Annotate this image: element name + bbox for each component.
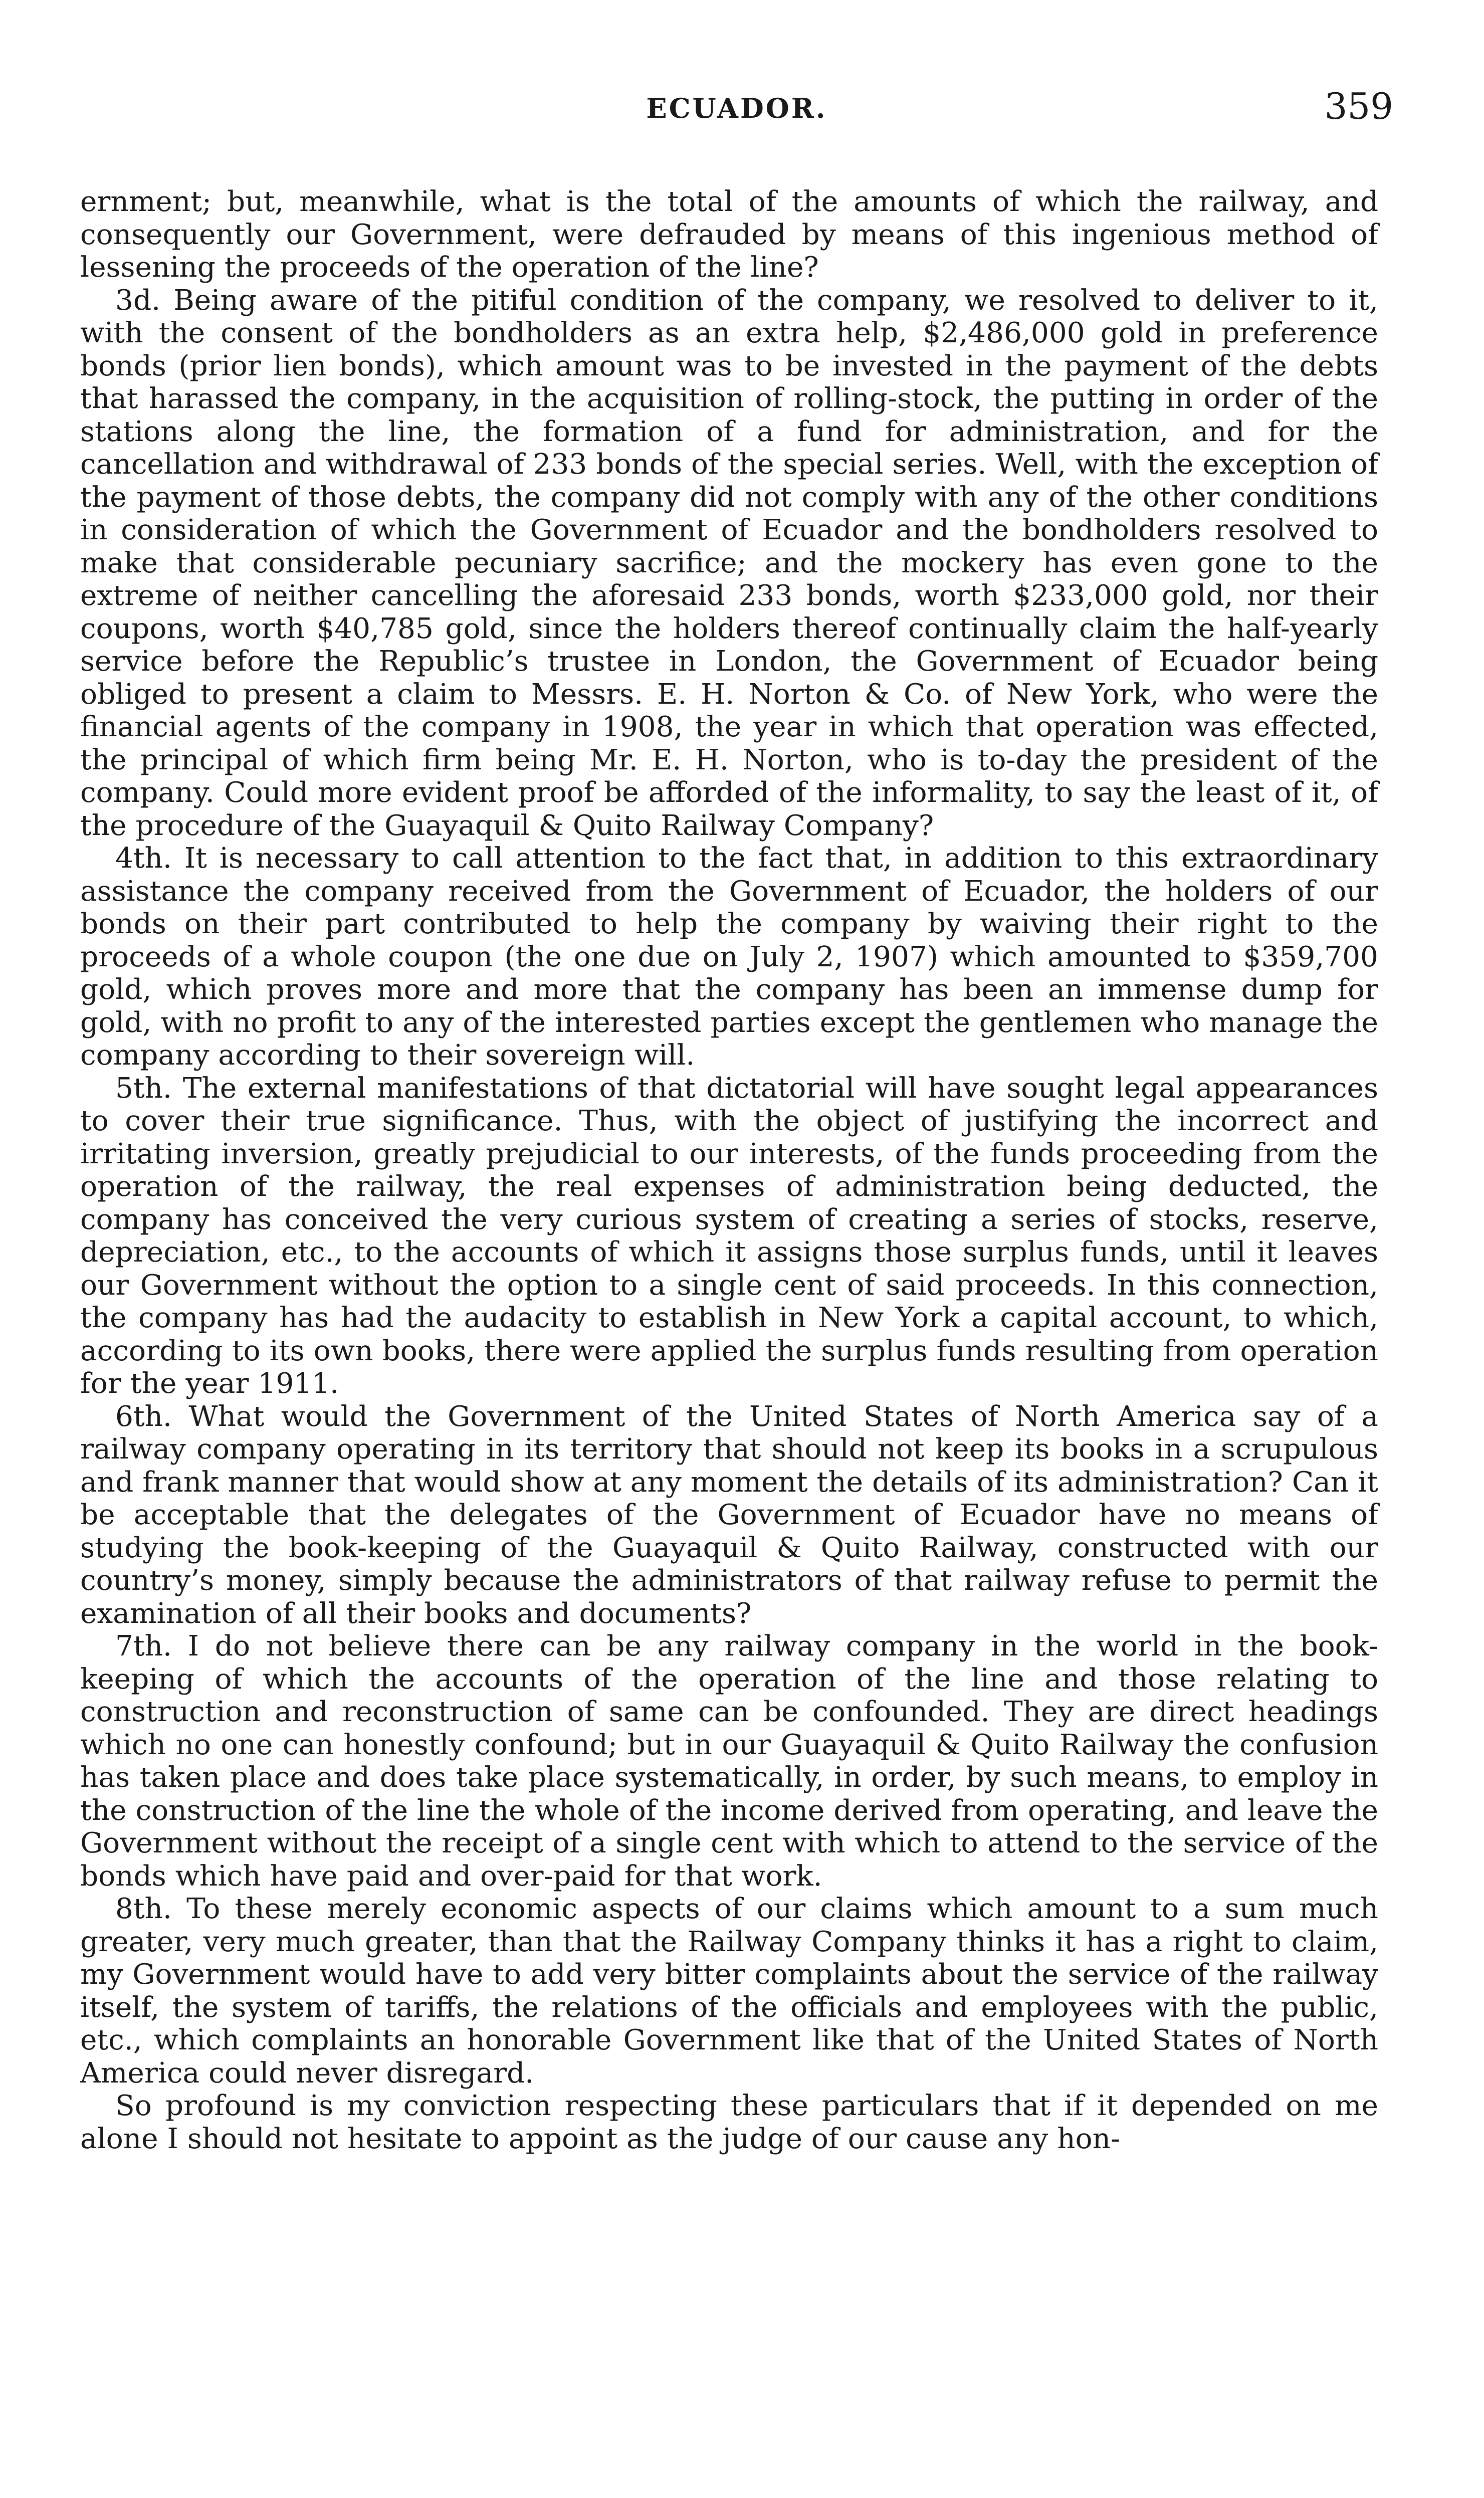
paragraph-6th: 6th. What would the Government of the United States of North America say of a railway company operating in its territory that should not keep its books in a scrupulous and frank manner that would show at any moment the details of its administration? Can it be acceptable that the delegates of the Government of Ecuador have no means of studying the book-keeping of the Guayaquil & Quito Railway, constructed with our country’s money, simply because the administrators of that railway refuse to permit the examination of all their books and documents? xyxy=(80,1400,1378,1630)
running-head xyxy=(80,85,1393,135)
page-number: 359 xyxy=(1324,85,1393,127)
paragraph-7th: 7th. I do not believe there can be any railway company in the world in the book-keeping of which the accounts of the operation of the line and those relating to construction and reconstruction of same can be confounded. They are direct headings which no one can honestly confound; but in our Guayaquil & Quito Railway the confusion has taken place and does take place systematically, in order, by such means, to employ in the construction of the line the whole of the income derived from operating, and leave the Government without the receipt of a single cent with which to attend to the service of the bonds which have paid and over-paid for that work. xyxy=(80,1630,1378,1893)
body-text xyxy=(80,185,1378,2155)
paragraph-5th: 5th. The external manifestations of that dictatorial will have sought legal appearances to cover their true significance. Thus, with the object of justifying the incorrect and irritating inversion, greatly prejudicial to our interests, of the funds proceeding from the operation of the railway, the real expenses of administration being deducted, the company has conceived the very curious system of creating a series of stocks, reserve, depreciation, etc., to the accounts of which it assigns those surplus funds, until it leaves our Government without the option to a single cent of said proceeds. In this connection, the company has had the audacity to establish in New York a capital account, to which, according to its own books, there were applied the surplus funds resulting from operation for the year 1911. xyxy=(80,1072,1378,1400)
paragraph-8th: 8th. To these merely economic aspects of our claims which amount to a sum much greater, very much greater, than that the Railway Company thinks it has a right to claim, my Government would have to add very bitter complaints about the service of the railway itself, the system of tariffs, the relations of the officials and employees with the public, etc., which complaints an honorable Government like that of the United States of North America could never disregard. xyxy=(80,1893,1378,2090)
paragraph-3d: 3d. Being aware of the pitiful condition of the company, we resolved to deliver to it, with the consent of the bondholders as an extra help, $2,486,000 gold in preference bonds (prior lien bonds), which amount was to be invested in the payment of the debts that harassed the company, in the acquisition of rolling-stock, the putting in order of the stations along the line, the formation of a fund for administration, and for the cancellation and withdrawal of 233 bonds of the special series. Well, with the exception of the payment of those debts, the company did not comply with any of the other conditions in consideration of which the Government of Ecuador and the bondholders resolved to make that considerable pecuniary sacrifice; and the mockery has even gone to the extreme of neither cancelling the aforesaid 233 bonds, worth $233,000 gold, nor their coupons, worth $40,785 gold, since the holders thereof continually claim the half-yearly service before the Republic’s trustee in London, the Government of Ecuador being obliged to present a claim to Messrs. E. H. Norton & Co. of New York, who were the financial agents of the company in 1908, the year in which that operation was effected, the principal of which firm being Mr. E. H. Norton, who is to-day the president of the company. Could more evident proof be afforded of the informality, to say the least of it, of the procedure of the Guayaquil & Quito Railway Company? xyxy=(80,284,1378,842)
paragraph-4th: 4th. It is necessary to call attention to the fact that, in addition to this extraordinary assistance the company received from the Government of Ecuador, the holders of our bonds on their part contributed to help the company by waiving their right to the proceeds of a whole coupon (the one due on July 2, 1907) which amounted to $359,700 gold, which proves more and more that the company has been an immense dump for gold, with no profit to any of the interested parties except the gentlemen who manage the company according to their sovereign will. xyxy=(80,842,1378,1072)
running-title: ECUADOR. xyxy=(646,92,827,124)
paragraph-conclusion: So profound is my conviction respecting these particulars that if it depended on me alone I should not hesitate to appoint as the judge of our cause any hon- xyxy=(80,2090,1378,2155)
paragraph-continuation: ernment; but, meanwhile, what is the total of the amounts of which the railway, and consequently our Government, were defrauded by means of this ingenious method of lessening the proceeds of the operation of the line? xyxy=(80,185,1378,284)
